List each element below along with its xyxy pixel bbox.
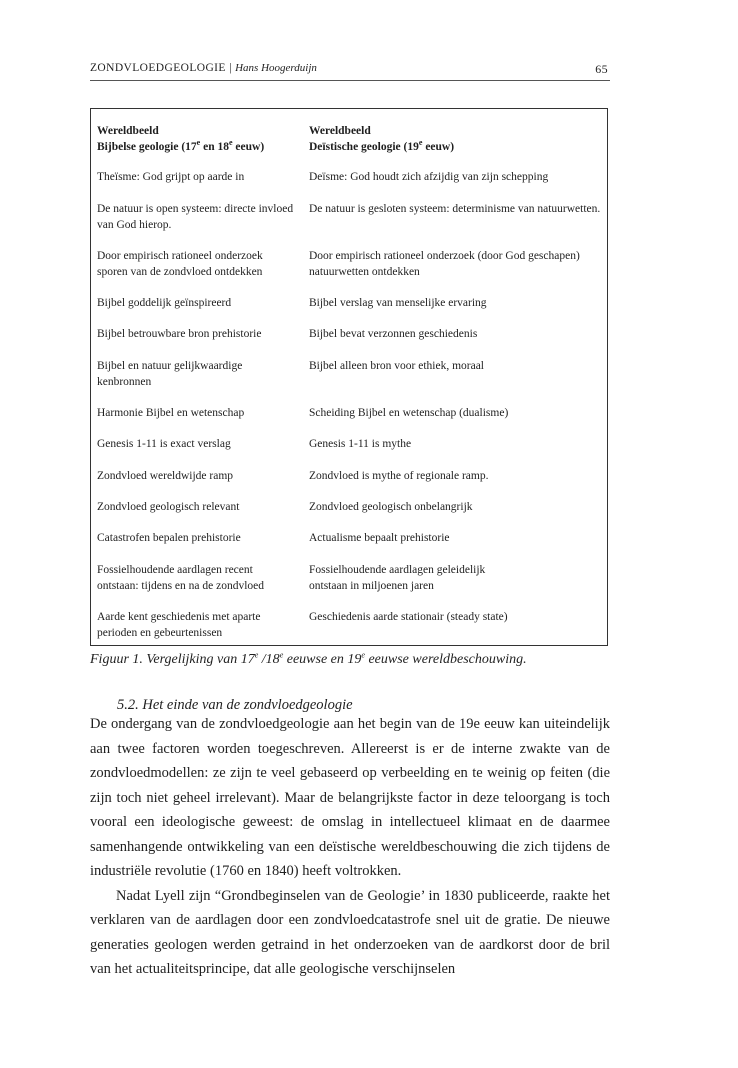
cell-line: Aarde kent geschiedenis met aparte (97, 611, 261, 623)
cell-line: Bijbel verslag van menselijke ervaring (309, 297, 487, 309)
cell-deistische (309, 201, 609, 217)
cell-deistische (309, 358, 609, 374)
cell-line: sporen van de zondvloed ontdekken (97, 266, 263, 278)
cell-line: Zondvloed geologisch relevant (97, 501, 240, 513)
paragraph-1: De ondergang van de zondvloedgeologie aan het begin van de 19e eeuw kan uiteindelijk aan twee factoren worden toegeschreven. Allereerst is er de interne zwakte van de zondvloedmodellen: ze zijn te veel gebaseerd op verbeelding en te weinig op feiten (die zijn toch niet geheel irrelevant). Maar de belangrijkste factor in deze teloorgang is toch vooral een ideologische geweest: de omslag in intellectueel klimaat en de daarmee samenhangende ontwikkeling van een deïstische wereldbeschouwing die zich tijdens de industriële revolutie (1760 en 1840) heeft voltrokken. (90, 716, 610, 879)
cell-deistische (309, 326, 609, 342)
cell-bijbelse (97, 499, 303, 515)
cell-deistische (309, 405, 609, 421)
cell-line: Bijbel alleen bron voor ethiek, moraal (309, 360, 484, 372)
header-separator: | (229, 62, 232, 74)
cell-line: Bijbel en natuur gelijkwaardige (97, 360, 243, 372)
cell-bijbelse (97, 358, 303, 390)
cell-line: Zondvloed geologisch onbelangrijk (309, 501, 473, 513)
cell-line: Bijbel betrouwbare bron prehistorie (97, 328, 262, 340)
paragraph-2: Nadat Lyell zijn “Grondbeginselen van de Geologie’ in 1830 publiceerde, raakte het verklaren van de aardlagen door een zondvloedcatastrofe snel uit de gratie. De nieuwe generaties geologen werden getraind in het onderzoeken van de aardkorst door de bril van het actualiteitsprincipe, dat alle geologische verschijnselen (90, 887, 610, 977)
cell-bijbelse (97, 169, 303, 185)
cell-deistische (309, 562, 609, 594)
running-header (90, 62, 610, 80)
cell-line: Zondvloed is mythe of regionale ramp. (309, 470, 489, 482)
cell-deistische (309, 169, 609, 185)
header-left (90, 62, 317, 74)
cell-bijbelse (97, 326, 303, 342)
cell-bijbelse (97, 562, 303, 594)
cell-line: De natuur is gesloten systeem: determinisme van natuurwetten. (309, 203, 601, 215)
cell-line: Bijbel bevat verzonnen geschiedenis (309, 328, 478, 340)
cell-bijbelse (97, 468, 303, 484)
cell-line: Door empirisch rationeel onderzoek (door God geschapen) (309, 250, 580, 262)
col2-title: Wereldbeeld (309, 125, 371, 137)
cell-line: perioden en gebeurtenissen (97, 627, 223, 639)
running-title: ZONDVLOEDGEOLOGIE (90, 62, 226, 74)
cell-line: Fossielhoudende aardlagen geleidelijk (309, 564, 486, 576)
cell-bijbelse (97, 248, 303, 280)
col1-subtitle: Bijbelse geologie (17e en 18e eeuw) (97, 138, 265, 153)
col1-title: Wereldbeeld (97, 125, 159, 137)
cell-line: Catastrofen bepalen prehistorie (97, 532, 241, 544)
cell-line: Actualisme bepaalt prehistorie (309, 532, 450, 544)
author-name: Hans Hoogerduijn (235, 62, 317, 74)
body-text (90, 712, 610, 982)
cell-line: Bijbel goddelijk geïnspireerd (97, 297, 232, 309)
cell-line: Zondvloed wereldwijde ramp (97, 470, 234, 482)
cell-deistische (309, 295, 609, 311)
cell-line: kenbronnen (97, 376, 152, 388)
cell-line: Theïsme: God grijpt op aarde in (97, 171, 245, 183)
cell-line: Geschiedenis aarde stationair (steady state) (309, 611, 508, 623)
col1-header (97, 123, 303, 155)
cell-bijbelse (97, 295, 303, 311)
cell-line: Genesis 1-11 is exact verslag (97, 438, 231, 450)
figure-caption: Figuur 1. Vergelijking van 17e /18e eeuwse en 19e eeuwse wereldbeschouwing. (90, 650, 527, 667)
cell-line: ontstaan in miljoenen jaren (309, 580, 434, 592)
cell-deistische (309, 499, 609, 515)
cell-line: Genesis 1-11 is mythe (309, 438, 412, 450)
col2-subtitle: Deïstische geologie (19e eeuw) (309, 138, 455, 153)
page-number: 65 (595, 62, 608, 76)
col2-header (309, 123, 609, 155)
cell-line: Harmonie Bijbel en wetenschap (97, 407, 245, 419)
cell-line: van God hierop. (97, 219, 172, 231)
cell-line: Door empirisch rationeel onderzoek (97, 250, 263, 262)
cell-bijbelse (97, 609, 303, 641)
cell-deistische (309, 609, 609, 625)
cell-line: De natuur is open systeem: directe invloed (97, 203, 294, 215)
section-heading: 5.2. Het einde van de zondvloedgeologie (117, 697, 353, 713)
cell-bijbelse (97, 530, 303, 546)
cell-bijbelse (97, 436, 303, 452)
cell-line: Scheiding Bijbel en wetenschap (dualisme) (309, 407, 509, 419)
cell-deistische (309, 436, 609, 452)
cell-line: Deïsme: God houdt zich afzijdig van zijn schepping (309, 171, 549, 183)
cell-line: natuurwetten ontdekken (309, 266, 420, 278)
cell-bijbelse (97, 405, 303, 421)
comparison-table (90, 108, 608, 646)
cell-line: ontstaan: tijdens en na de zondvloed (97, 580, 265, 592)
cell-line: Fossielhoudende aardlagen recent (97, 564, 253, 576)
cell-deistische (309, 468, 609, 484)
cell-deistische (309, 530, 609, 546)
header-rule (90, 80, 610, 81)
cell-deistische (309, 248, 609, 280)
cell-bijbelse (97, 201, 303, 233)
